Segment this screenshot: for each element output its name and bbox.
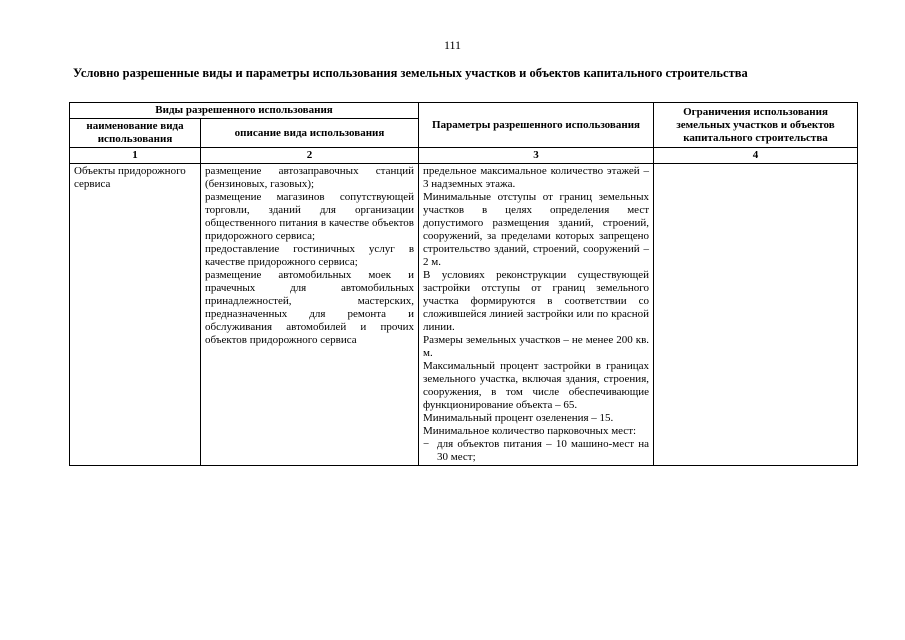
description-item: размещение автозаправочных станций (бензиновых, газовых); <box>205 165 415 190</box>
use-name-cell <box>70 164 201 466</box>
use-description-cell <box>201 164 419 466</box>
column-number: 3 <box>419 148 654 164</box>
header-row-top <box>70 103 858 119</box>
header-description: описание вида использования <box>201 119 419 148</box>
use-name: Объекты придорожного сервиса <box>74 165 186 190</box>
description-item: размещение автомобильных моек и прачечных для автомобильных принадлежностей, мастерских, предназначенных для ремонта и обслуживания автомобилей и прочих объектов придорожного сервиса <box>205 269 415 346</box>
column-number: 4 <box>654 148 858 164</box>
column-number-row <box>70 148 858 164</box>
header-name: наименование вида использования <box>70 119 201 148</box>
parameter-item: предельное максимальное количество этажей – 3 надземных этажа. <box>423 165 650 190</box>
table-row <box>70 164 858 466</box>
description-item: размещение магазинов сопутствующей торговли, зданий для организации общественного питания в качестве объектов придорожного сервиса; <box>205 191 415 242</box>
parameter-item: Максимальный процент застройки в границах земельного участка, включая здания, строения, сооружения, в том числе обеспечивающие функционирование объекта – 65. <box>423 360 650 411</box>
parameter-item: Размеры земельных участков – не менее 200 кв. м. <box>423 334 650 359</box>
column-number: 2 <box>201 148 419 164</box>
parameters-cell <box>419 164 654 466</box>
description-item: предоставление гостиничных услуг в качестве придорожного сервиса; <box>205 243 415 268</box>
parameter-item: Минимальное количество парковочных мест: <box>423 425 637 437</box>
parameter-item: Минимальный процент озеленения – 15. <box>423 412 614 424</box>
column-number: 1 <box>70 148 201 164</box>
header-group-types: Виды разрешенного использования <box>70 103 419 119</box>
parameter-item: Минимальные отступы от границ земельных участков в целях определения мест допустимого размещения зданий, строений, сооружений, за пределами которых запрещено строительство зданий, строений, сооружений – 2 м. <box>423 191 650 268</box>
dash-bullet: − <box>423 438 430 450</box>
restrictions-cell <box>654 164 858 466</box>
document-title: Условно разрешенные виды и параметры использования земельных участков и объектов капитального строительства <box>73 66 748 80</box>
header-restrictions: Ограничения использования земельных участков и объектов капитального строительства <box>654 103 858 148</box>
header-parameters: Параметры разрешенного использования <box>419 103 654 148</box>
parameter-list-item <box>423 438 649 464</box>
land-use-table <box>69 102 858 466</box>
parameter-list-text: для объектов питания – 10 машино-мест на 30 мест; <box>437 438 650 463</box>
parameter-item: В условиях реконструкции существующей застройки отступы от границ земельного участка формируются в соответствии со сложившейся линией застройки или по красной линии. <box>423 269 650 333</box>
page-number: 111 <box>443 38 462 52</box>
